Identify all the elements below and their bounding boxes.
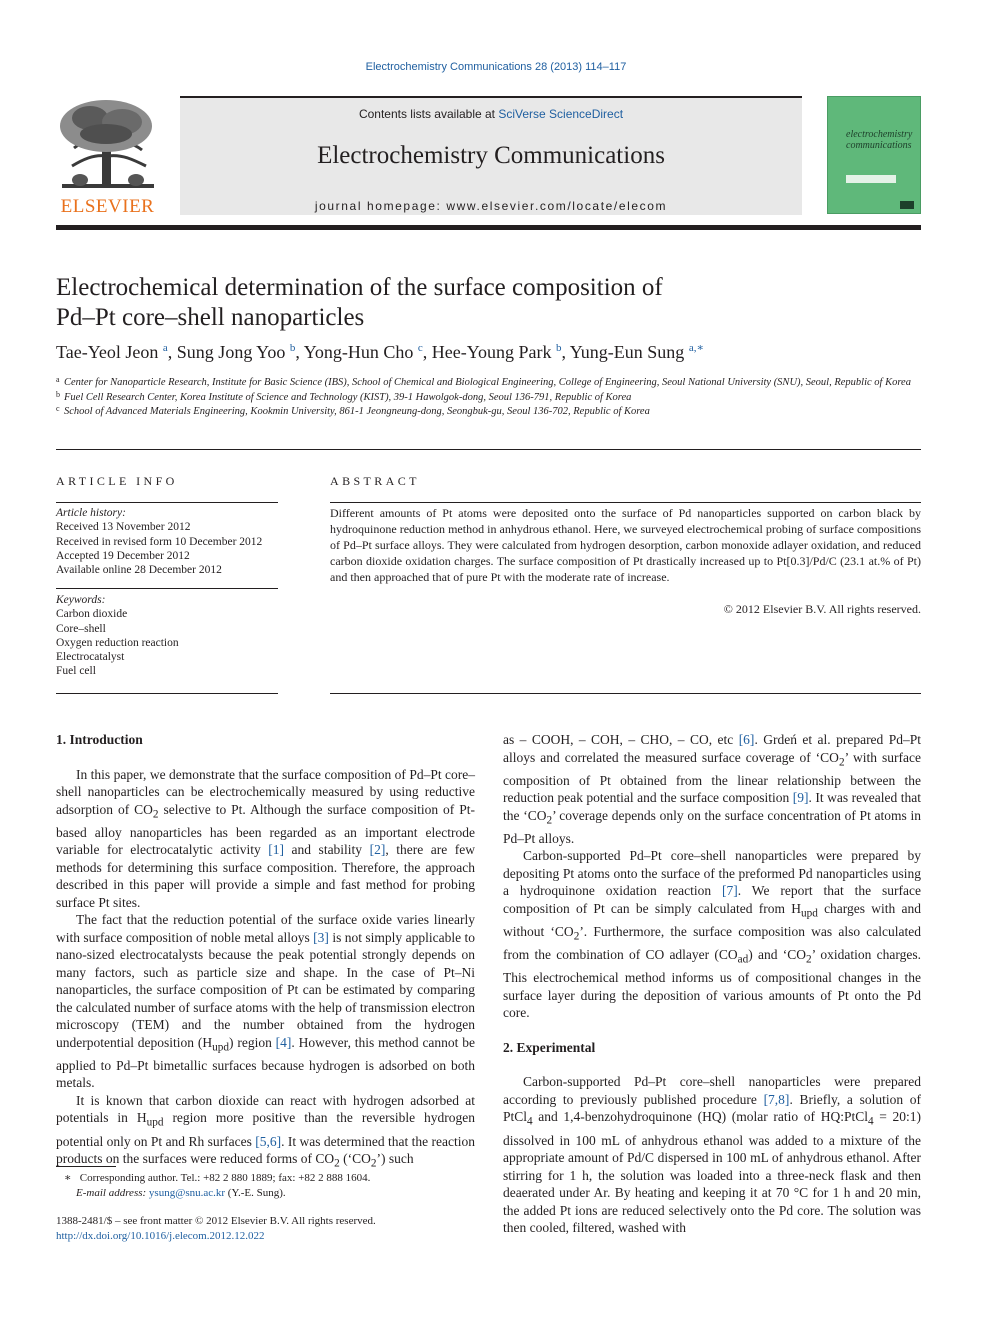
paragraph: Carbon-supported Pd–Pt core–shell nanoparticles were prepared according to previously published procedure [7,8]. Briefly, a solution of PtCl$_4$ and 1,4-benzohydroquinone (HQ) (molar ratio of HQ:PtCl$_4$ = 20:1) dissolved in 100 mL of anhydrous ethanol was added to a mixture of the appropriate amount of Pd/C dispersed in 100 mL of anhydrous ethanol. After stirring for 1 h, the solution was loaded into a three-neck flask and then deaerated under Ar. By heating and keeping it at 70 °C for 1 h and 20 min, the added Pt ions are reduced selectively onto the Pd core. The solution was then cooled, filtered, washed with (503, 1074, 921, 1236)
issn-block (56, 1214, 475, 1244)
cover-label-block (846, 175, 896, 183)
affiliation (56, 376, 921, 391)
divider (56, 449, 921, 450)
citation-link[interactable]: [4] (275, 1034, 292, 1050)
title-line-1: Electrochemical determination of the surface composition of (56, 274, 663, 301)
abstract-copyright: © 2012 Elsevier B.V. All rights reserved. (723, 602, 921, 616)
divider (56, 693, 278, 694)
sciencedirect-link[interactable]: SciVerse ScienceDirect (498, 107, 624, 121)
doi-link[interactable]: http://dx.doi.org/10.1016/j.elecom.2012.12.022 (56, 1230, 265, 1242)
article-history (56, 506, 278, 577)
citation-link[interactable]: [3] (313, 929, 329, 945)
abstract-heading: ABSTRACT (330, 474, 420, 488)
author[interactable]: Hee-Young Park (431, 342, 552, 362)
keyword: Electrocatalyst (56, 651, 125, 664)
masthead-divider (56, 225, 921, 230)
citation-link[interactable]: [5,6] (255, 1133, 282, 1149)
email-suffix: (Y.-E. Sung). (227, 1187, 286, 1199)
author[interactable]: Yung-Eun Sung (569, 342, 685, 362)
section-heading: 1. Introduction (56, 732, 143, 747)
history-item: Received in revised form 10 December 2012 (56, 535, 263, 548)
affiliation-text: Fuel Cell Research Center, Korea Institute of Science and Technology (KIST), 39-1 Hawolgok-dong, Seoul 136-791, Republic of Korea (64, 391, 632, 403)
citation-link[interactable]: [7] (722, 883, 738, 899)
divider (56, 588, 278, 589)
history-label: Article history: (56, 507, 126, 519)
keyword: Core–shell (56, 622, 106, 635)
citation-link[interactable]: [9] (792, 790, 809, 806)
affiliation-key: b (56, 389, 60, 399)
keywords-label: Keywords: (56, 594, 106, 606)
article-title (56, 273, 816, 333)
author-affil-mark[interactable]: b (555, 342, 562, 354)
cover-publisher-mark (900, 201, 914, 209)
divider (330, 693, 921, 694)
article-info-heading: ARTICLE INFO (56, 474, 178, 488)
publisher-wordmark: ELSEVIER (60, 196, 155, 217)
journal-homepage[interactable]: journal homepage: www.elsevier.com/locate/elecom (314, 199, 668, 213)
author[interactable]: Tae-Yeol Jeon (56, 342, 159, 362)
journal-citation[interactable]: Electrochemistry Communications 28 (2013) 114–117 (365, 61, 627, 73)
affiliation (56, 405, 921, 420)
issn-text: 1388-2481/$ – see front matter © 2012 Elsevier B.V. All rights reserved. (56, 1215, 376, 1227)
keyword: Oxygen reduction reaction (56, 636, 179, 649)
divider (56, 502, 278, 503)
paragraph: The fact that the reduction potential of the surface oxide varies linearly with surface composition of noble metal alloys [3] is not simply applicable to nano-sized electrocatalysts because the peak potential strongly depends on many factors, such as particle size and shape. In the case of Pt–Ni nanoparticles, the surface composition of Pt can be estimated by comparing the calculated number of surface atoms with the help of transmission electron microscopy (TEM) and the number obtained from the hydrogen underpotential deposition $(H_{upd})$ region [4]. However, this method cannot be applied to Pd–Pt bimetallic surfaces because hydrogen is adsorbed on both metals. (56, 912, 476, 1091)
affiliation-key: a (56, 375, 60, 384)
affiliation-text: Center for Nanoparticle Research, Institute for Basic Science (IBS), School of Chemical and Biological Engineering, College of Engineering, Seoul National University (SNU), Seoul, Republic of Korea (64, 377, 911, 388)
email-label: E-mail address: (76, 1187, 147, 1199)
affiliation-text: School of Advanced Materials Engineering, Kookmin University, 861-1 Jeongneung-dong, Seongbuk-gu, Seoul 136-702, Republic of Korea (64, 406, 650, 417)
journal-cover-thumbnail[interactable] (827, 96, 921, 214)
email-link[interactable]: ysung@snu.ac.kr (148, 1187, 226, 1199)
affiliation (56, 391, 921, 406)
paragraph: as – COOH, – COH, – CHO, – CO, etc [6]. Grdeń et al. prepared Pd–Pt alloys and correlated the measured surface coverage of ‘$CO_2$’ with surface composition of Pt obtained from the linear relationship between the reduction peak potential and the surface composition [9]. It was revealed that the ‘$CO_2$’ coverage depends only on the surface concentration of Pt atoms in Pd–Pt alloys. (503, 732, 922, 846)
footnote-divider (56, 1166, 116, 1167)
footnote-star: ∗ (64, 1172, 72, 1184)
paragraph: Carbon-supported Pd–Pt core–shell nanoparticles were prepared by depositing Pt atoms onto the surface of the preformed Pd nanoparticles using a hydroquinone oxidation reaction [7]. We report that the surface composition of Pt can be simply calculated from $H_{upd}$ charges with and without ‘$CO_2$’. Furthermore, the surface composition was also calculated from the combination of CO adlayer $(CO_{ad})$ and ‘$CO_2$’ oxidation charges. This electrochemical method informs us of compositional changes in the surface layer during the deposition of various amounts of Pt onto the Pd core. (503, 848, 921, 1021)
history-item: Accepted 19 December 2012 (56, 549, 190, 562)
body-column-left (56, 731, 475, 1173)
journal-name: Electrochemistry Communications (317, 142, 665, 169)
citation-link[interactable]: [7,8] (763, 1091, 790, 1107)
affiliation-key: c (56, 404, 60, 413)
contents-prefix: Contents lists available at (358, 107, 499, 121)
cover-title: electrochemistry communications (846, 129, 913, 151)
contents-line (180, 107, 802, 121)
author-affil-mark[interactable]: b (289, 342, 296, 354)
keyword: Fuel cell (56, 665, 96, 678)
corresponding-text: Corresponding author. Tel.: +82 2 880 1889; fax: +82 2 888 1604. (79, 1172, 371, 1184)
history-item: Available online 28 December 2012 (56, 564, 222, 577)
corresponding-author-note (56, 1171, 475, 1201)
keyword: Carbon dioxide (56, 608, 128, 621)
abstract-text: Different amounts of Pt atoms were deposited onto the surface of Pd nanoparticles supported on carbon black by hydroquinone reduction method in anhydrous ethanol. Here, we surveyed electrochemical probing of surface compositions of Pd–Pt surface alloys. They were calculated from hydrogen desorption, carbon monoxide adlayer oxidation, and reduced carbon dioxide oxidation charges. The surface composition of Pt drastically increased up to Pt[0.3]/Pd/C (23.1 at.% of Pt) and then approached that of pure Pt with the moderate rate of increase. (330, 506, 921, 584)
affiliations (56, 376, 921, 420)
author[interactable]: Yong-Hun Cho (303, 342, 414, 362)
citation-link[interactable]: [2] (369, 842, 386, 858)
author[interactable]: Sung Jong Yoo (176, 342, 286, 362)
section-heading: 2. Experimental (503, 1039, 596, 1055)
title-line-2: Pd–Pt core–shell nanoparticles (56, 304, 365, 331)
paragraph: In this paper, we demonstrate that the surface composition of Pd–Pt core–shell nanoparticles can be electrochemically measured by using reductive adsorption of $CO_2$ selective to Pt. Although the surface composition of Pt-based alloy nanoparticles has been regarded as an important electrode variable for electrocatalytic activity [1] and stability [2], there are few methods for determining this surface composition. Therefore, the approach described in this paper will provide a simple and fast method for probing surface Pt sites. (56, 766, 476, 910)
author-affil-mark[interactable]: a,∗ (688, 342, 704, 354)
divider (330, 502, 921, 503)
history-item: Received 13 November 2012 (56, 521, 191, 534)
citation-link[interactable]: [1] (268, 842, 285, 858)
author-affil-mark[interactable]: a (162, 342, 168, 354)
author-list: Tae-Yeol Jeon $^a$, Sung Jong Yoo $^b$, Yong-Hun Cho $^c$, Hee-Young Park $^b$, Yung-Eun Sung $^{a,∗}$ (56, 342, 704, 362)
keywords (56, 593, 278, 679)
citation-link[interactable]: [6] (738, 732, 755, 747)
journal-banner (180, 96, 802, 215)
body-column-right (503, 731, 921, 1237)
elsevier-logo[interactable] (56, 96, 159, 217)
tree-icon (56, 96, 159, 196)
paragraph: It is known that carbon dioxide can react with hydrogen adsorbed at potentials in $H_{upd}$ region more positive than the reversible hydrogen potential only on Pt and Rh surfaces [5,6]. It was determined that the reaction products on the surfaces were reduced forms of $CO_2$ $(‘CO_2’)$ such (56, 1092, 475, 1170)
author-affil-mark[interactable]: c (417, 342, 423, 354)
